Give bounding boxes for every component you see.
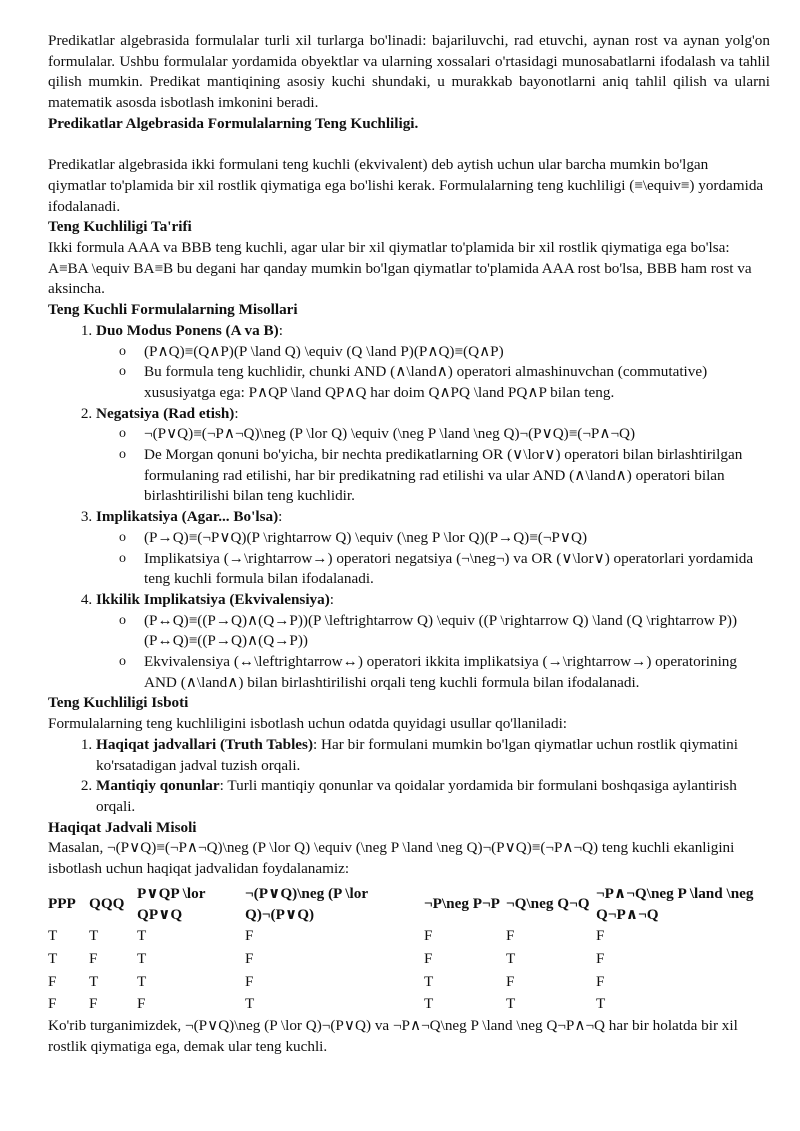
example-item (96, 507, 770, 590)
intro-paragraph: Predikatlar algebrasida formulalar turli xil turlarga bo'linadi: bajariluvchi, rad etuvchi, aynan rost va aynan yolg'on formulalar. Ushbu formulalar yordamida obyektlar va ularning xossalari o'rtasidagi munosabatlarni ifodalash va tahlil qilish mumkin. Predikat mantiqining asosiy kuchi shundaki, u murakkab bayonotlarni aniq tahlil qilish va ularni matematik asosda isbotlash imkonini beradi. (48, 32, 770, 112)
table-header-cell: ¬P\neg P¬P (424, 895, 500, 913)
table-cell: T (48, 927, 58, 945)
table-cell: T (89, 972, 99, 990)
table-header-cell: QQQ (89, 895, 125, 913)
table-cell: F (424, 927, 433, 945)
example-explanation: o Ekvivalensiya (↔\leftrightarrow↔) operatori ikkita implikatsiya (→\rightarrow→) operatorining AND (∧\land∧) bilan birlashtirilishi orqali teng kuchli formula bilan ifodalanadi. (144, 652, 770, 693)
table-cell: T (137, 927, 147, 945)
table-row (48, 971, 770, 994)
table-cell: F (137, 995, 146, 1013)
example-title-suffix: : (329, 590, 335, 608)
table-row (48, 993, 770, 1016)
example-item (96, 590, 770, 694)
page-title: Predikatlar Algebrasida Formulalarning Teng Kuchliligi. (48, 114, 419, 132)
table-cell: T (506, 949, 516, 967)
example-explanation: o Bu formula teng kuchlidir, chunki AND (∧\land∧) operatori almashinuvchan (commutative) xususiyatga ega: P∧QP \land QP∧Q har doim Q∧PQ \land PQ∧P bilan teng. (144, 362, 770, 403)
table-cell: T (48, 949, 58, 967)
example-sublist (96, 611, 770, 694)
proof-heading: Teng Kuchliligi Isboti (48, 694, 189, 712)
examples-list (48, 321, 770, 694)
table-cell: F (245, 927, 254, 945)
proof-item (96, 735, 770, 776)
table-cell: T (596, 995, 606, 1013)
example-title-suffix: : (278, 508, 283, 526)
proof-item-text: : Turli mantiqiy qonunlar va qoidalar yordamida bir formulani boshqasiga aylantirish orqali. (96, 777, 737, 815)
table-row (48, 925, 770, 948)
example-title-suffix: : (278, 321, 283, 339)
table-cell: F (506, 927, 515, 945)
table-cell: F (506, 972, 515, 990)
table-cell: F (89, 995, 98, 1013)
proof-item-text: : Har bir formulani mumkin bo'lgan qiymatlar uchun rostlik qiymatini ko'rsatadigan jadval tuzish orqali. (96, 735, 738, 774)
table-cell: T (137, 972, 147, 990)
example-title: Implikatsiya (Agar... Bo'lsa) (96, 508, 279, 526)
table-header-cell: P∨QP \lor QP∨Q (137, 884, 206, 923)
example-formula: o ¬(P∨Q)≡(¬P∧¬Q)\neg (P \lor Q) \equiv (\neg P \land \neg Q)¬(P∨Q)≡(¬P∧¬Q) (144, 424, 770, 445)
example-formula: o (P∧Q)≡(Q∧P)(P \land Q) \equiv (Q \land P)(P∧Q)≡(Q∧P) (144, 342, 770, 363)
truth-table-header-row (48, 884, 770, 925)
table-cell: F (48, 995, 57, 1013)
example-sublist (96, 342, 770, 404)
table-cell: F (48, 972, 57, 990)
spacer (48, 135, 770, 156)
table-cell: F (596, 949, 605, 967)
example-title: Negatsiya (Rad etish) (96, 404, 235, 422)
example-title-suffix: : (234, 404, 239, 422)
table-cell: T (89, 927, 99, 945)
truth-table-intro: Masalan, ¬(P∨Q)≡(¬P∧¬Q)\neg (P \lor Q) \equiv (\neg P \land \neg Q)¬(P∨Q)≡(¬P∧¬Q) teng kuchli ekanligini isbotlash uchun haqiqat jadvalidan foydalanamiz: (48, 839, 735, 878)
table-cell: F (245, 972, 254, 990)
table-row (48, 948, 770, 971)
table-cell: T (424, 972, 434, 990)
truth-table-conclusion: Ko'rib turganimizdek, ¬(P∨Q)\neg (P \lor Q)¬(P∨Q) va ¬P∧¬Q\neg P \land \neg Q¬P∧¬Q har bir holatda bir xil rostlik qiymatiga ega, demak ular teng kuchli. (48, 1017, 738, 1055)
table-header-cell: ¬P∧¬Q\neg P \land \neg Q¬P∧¬Q (596, 884, 754, 923)
section1-paragraph: Predikatlar algebrasida ikki formulani teng kuchli (ekvivalent) deb aytish uchun ular barcha mumkin bo'lgan qiymatlar to'plamida bir xil rostlik qiymatiga ega bo'lishi kerak. Formulalarning teng kuchliligi (≡\equiv≡) yordamida ifodalanadi. (48, 156, 764, 215)
example-title: Duo Modus Ponens (A va B) (96, 321, 279, 339)
definition-paragraph: Ikki formula AAA va BBB teng kuchli, agar ular bir xil qiymatlar to'plamida bir xil rostlik qiymatiga ega bo'lsa: A≡BA \equiv BA≡B bu degani har qanday mumkin bo'lgan qiymatlar to'plamida AAA rost bo'lsa, BBB ham rost va aksincha. (48, 239, 752, 298)
table-cell: T (137, 949, 147, 967)
proof-item (96, 776, 770, 817)
example-formula: o (P→Q)≡(¬P∨Q)(P \rightarrow Q) \equiv (\neg P \lor Q)(P→Q)≡(¬P∨Q) (144, 528, 770, 549)
table-cell: F (89, 949, 98, 967)
truth-table-heading: Haqiqat Jadvali Misoli (48, 818, 197, 836)
truth-table (48, 884, 770, 1016)
table-cell: T (424, 995, 434, 1013)
proof-paragraph: Formulalarning teng kuchliligini isbotlash uchun odatda quyidagi usullar qo'llaniladi: (48, 715, 568, 733)
table-cell: T (506, 995, 516, 1013)
example-item (96, 321, 770, 404)
table-header-cell: ¬(P∨Q)\neg (P \lor Q)¬(P∨Q) (245, 884, 368, 923)
document-page (48, 31, 770, 1057)
example-title: Ikkilik Implikatsiya (Ekvivalensiya) (96, 590, 330, 608)
table-cell: T (245, 995, 255, 1013)
proof-item-title: Mantiqiy qonunlar (96, 777, 220, 795)
examples-heading: Teng Kuchli Formulalarning Misollari (48, 301, 298, 319)
table-header-cell: PPP (48, 895, 76, 913)
example-explanation: o Implikatsiya (→\rightarrow→) operatori negatsiya (¬\neg¬) va OR (∨\lor∨) operatorlari yordamida teng kuchli formula bilan ifodalanadi. (144, 549, 770, 590)
table-cell: F (596, 972, 605, 990)
definition-heading: Teng Kuchliligi Ta'rifi (48, 218, 192, 236)
example-sublist (96, 424, 770, 507)
example-formula: o (P↔Q)≡((P→Q)∧(Q→P))(P \leftrightarrow Q) \equiv ((P \rightarrow Q) \land (Q \rightarrow P))(P↔Q)≡((P→Q)∧(Q→P)) (144, 611, 770, 652)
table-header-cell: ¬Q\neg Q¬Q (506, 895, 590, 913)
proof-item-title: Haqiqat jadvallari (Truth Tables) (96, 735, 314, 753)
example-item (96, 404, 770, 508)
proof-list (48, 735, 770, 818)
example-sublist (96, 528, 770, 590)
table-cell: F (596, 927, 605, 945)
table-cell: F (245, 949, 254, 967)
table-cell: F (424, 949, 433, 967)
example-explanation: o De Morgan qonuni bo'yicha, bir nechta predikatlarning OR (∨\lor∨) operatori bilan birlashtirilgan formulaning rad etilishi, har bir predikatning rad etilishi va ular AND (∧\land∧) operatori bilan birlashtirilishi bilan teng kuchlidir. (144, 445, 770, 507)
